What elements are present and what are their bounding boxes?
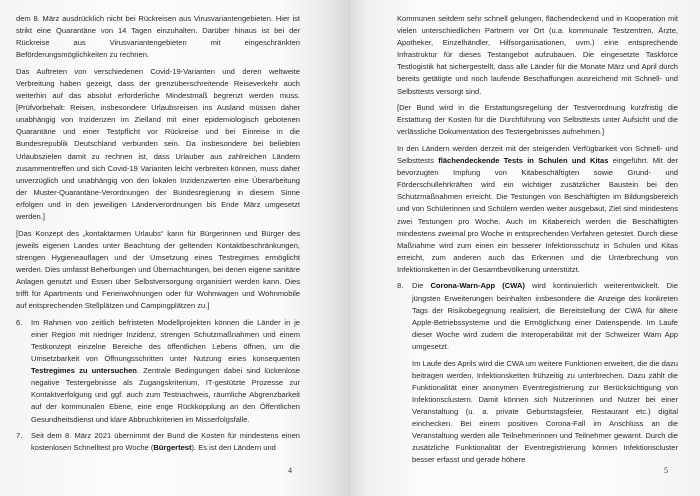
- paragraph-reimbursement: [Der Bund wird in die Erstattungsregelung der Testverordnung kurzfristig die Erstattung der Kosten für die Durchführung von Selbsttests unter Aufsicht und die verlässliche Dokumentation des Testergebnisses aufnehmen.]: [397, 103, 678, 137]
- paragraph-school-tests: In den Ländern werden derzeit mit der steigenden Verfügbarkeit von Schnell- und Selbsttests flächendeckende Tests in Schulen und Kitas eingeführt. Mit der bevorzugten Impfung von Kitabeschäftigten sowie Grund- und Förderschullehrkräften wird ein wichtiger zusätzlicher Baustein bei den Schutzmaßnahmen erreicht. Die Testungen von Beschäftigten im Bildungsbereich und von Schülerinnen und Schülern werden weiter ausgebaut, Ziel sind mindestens zwei Testungen pro Woche. Auch im Kitabereich werden die Beschäftigten mindestens zweimal pro Woche in entsprechenden Verfahren getestet. Durch diese Maßnahme wird zum einen ein besserer Infektionsschutz in Schulen und Kitas erreicht, zum anderen auch das Erkennen und die Unterbrechung von Infektionsketten in der Gesamtbevölkerung unterstützt.: [397, 143, 678, 274]
- bold-emphasis: Bürgertest: [153, 443, 192, 453]
- list-item-6: [16, 317, 300, 426]
- bold-emphasis: Testregimes zu untersuchen: [31, 366, 137, 376]
- list-item-text: Die Corona-Warn-App (CWA) wird kontinuierlich weiterentwickelt. Die jüngsten Erweiterungen beinhalten insbesondere die Anzeige des konkreten Tags der Risikobegegnung realisiert, die Bereitstellung der CWA für ältere Apple-Betriebssysteme und die Ermöglichung einer Datenspende. Im Laufe dieser Woche wird zudem die Interoperabilität mit der Schweizer Warn App umgesetzt.: [412, 281, 678, 351]
- list-item-text: Im Rahmen von zeitlich befristeten Modellprojekten können die Länder in je einer Region mit niedriger Inzidenz, strengen Schutzmaßnahmen und einem Testkonzept einzelne Bereiche des öffentlichen Lebens öffnen, um die Umsetzbarkeit von Öffnungsschritten unter Nutzung eines konsequenten Testregimes zu untersuchen. Zentrale Bedingungen dabei sind lückenlose negative Testergebnisse als Zugangskriterium, IT-gestützte Prozesse zur Kontaktverfolgung und ggf. auch zum Testnachweis, räumliche Abgrenzbarkeit auf der kommunalen Ebene, eine enge Rückkopplung an den Öffentlichen Gesundheitsdienst und klare Abbruchkriterien im Misserfolgsfalle.: [31, 317, 300, 424]
- list-number: 6.: [16, 317, 23, 327]
- paragraph-contactless-vacation: [Das Konzept des „kontaktarmen Urlaubs“ kann für Bürgerinnen und Bürger des jeweils eigenen Landes unter Beachtung der geltenden Kontaktbeschränkungen, strengen Hygieneauflagen und der Umsetzung eines Testregimes ermöglicht werden. Dies umfasst Beherbungen und Übernachtungen, bei denen eigene sanitäre Anlagen genutzt und Essen über Selbstversorgung organisiert werden kann. Dies trifft für Apartments und Ferienwohnungen oder für Wohnwagen und Wohnmobile auf entsprechenden Stellplätzen und Campingplätzen zu.]: [16, 228, 300, 311]
- list-item-text: Seit dem 8. März 2021 übernimmt der Bund die Kosten für mindestens einen kostenlosen Schnelltest pro Woche (Bürgertest). Es ist den Ländern und: [31, 431, 300, 453]
- list-item-7: [16, 430, 300, 454]
- list-item-8: [397, 280, 678, 466]
- paragraph-quarantine: dem 8. März ausdrücklich nicht bei Rückreisen aus Virusvariantengebieten. Hier ist strikt eine Quarantäne von 14 Tagen einzuhalten. Darüber hinaus ist bei der Rückreise aus Virusvariantengebieten mit eingeschränkten Beförderungsmöglichkeiten zu rechnen.: [16, 14, 300, 60]
- bold-emphasis: Corona-Warn-App (CWA): [430, 281, 525, 291]
- list-number: 7.: [16, 431, 23, 441]
- page-number: 4: [288, 465, 292, 475]
- page-right: [350, 0, 700, 496]
- list-number: 8.: [397, 281, 404, 291]
- list-item-text-continued: Im Laufe des Aprils wird die CWA um weitere Funktionen erweitert, die die dazu beitragen werden, Infektionsketten frühzeitig zu unterbrechen. Dazu zählt die Funktionalität einer anonymen Eventregistrierung zur Berücksichtigung von Infektionsclustern. Damit können sich Nutzerinnen und Nutzer bei einer Veranstaltung (u. a. private Geburtstagsfeier, Restaurant etc.) digital einchecken. Bei einem positiven Corona-Fall im Anschluss an die Veranstaltung werden alle Teilnehmerinnen und Teilnehmer gewarnt. Durch die zusätzliche Funktionalität der Eventregistrierung können Infektionscluster besser erfasst und gerade höhere: [412, 358, 678, 465]
- page-number: 5: [664, 465, 668, 475]
- paragraph-travel-restrictions: Das Auftreten von verschiedenen Covid-19-Varianten und deren weltweite Verbreitung haben gezeigt, dass der grenzüberschreitende Reiseverkehr auch weiterhin auf das absolut erforderliche Mindestmaß begrenzt werden muss. [Prüfvorbehalt: Reisen, insbesondere Urlaubsreisen ins Ausland müssen daher unabhängig von Inzidenzen im Zielland mit einer epidemiologisch gebotenen Quarantäne und einer Testpflicht vor Rückreise und bei Einreise in die Bundesrepublik Deutschland verbunden sein. Da insbesondere bei beliebten Urlaubszielen damit zu rechnen ist, dass Urlauber aus zahlreichen Ländern zusammentreffen und sich Covid-19 Varianten leicht verbreiten können, muss daher unverzüglich und unabhängig von den lokalen Inzidenzwerten eine Überarbeitung der Muster-Quarantäne-Verordnungen der Bundesregierung in diesem Sinne erfolgen und in den jeweiligen Länderverordnungen bis Ende März umgesetzt werden.]: [16, 66, 300, 221]
- paragraph-testing-infrastructure: Kommunen seitdem sehr schnell gelungen, flächendeckend und in Kooperation mit vielen unterschiedlichen Partnern vor Ort (u.a. kommunale Testzentren, Ärzte, Apotheker, Einzelhändler, Hilfsorganisationen, uvm.) eine entsprechende Infrastruktur für dieses Testangebot aufzubauen. Die eingesetzte Taskforce Testlogistik hat sichergestellt, dass alle Länder für die Monate März und April durch bereits getätigte und noch laufende Beschaffungen ausreichend mit Schnell- und Selbsttests versorgt sind.: [397, 14, 678, 96]
- bold-emphasis: flächendeckende Tests in Schulen und Kitas: [438, 156, 609, 166]
